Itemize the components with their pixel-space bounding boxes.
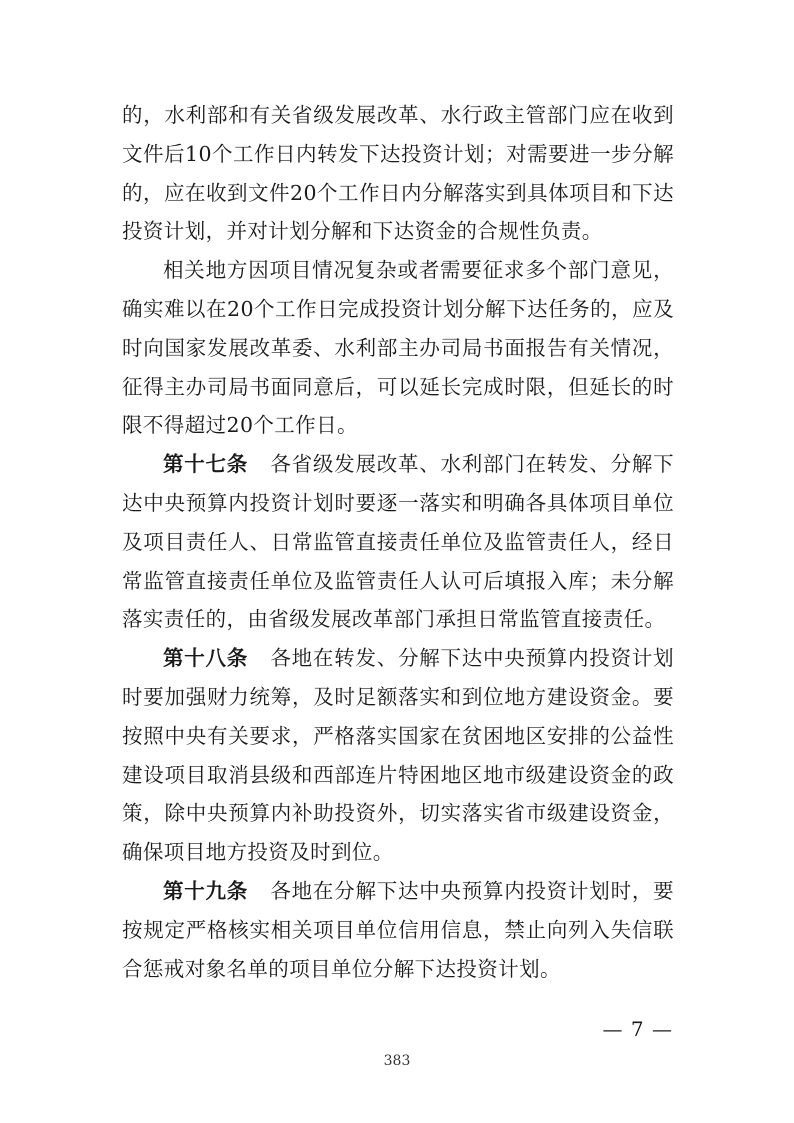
article-heading: 第十九条 xyxy=(163,878,249,903)
paragraph-text: 的，水利部和有关省级发展改革、水行政主管部门应在收到文件后10个工作日内转发下达投资计划；对需要进一步分解的，应在收到文件20个工作日内分解落实到具体项目和下达投资计划，并对计划分解和下达资金的合规性负责。 xyxy=(122,103,674,244)
article-heading: 第十八条 xyxy=(163,646,249,671)
paragraph-continuation xyxy=(122,96,674,251)
article-17 xyxy=(122,445,674,639)
article-text: 各地在分解下达中央预算内投资计划时，要按规定严格核实相关项目单位信用信息，禁止向列入失信联合惩戒对象名单的项目单位分解下达投资计划。 xyxy=(122,878,674,981)
article-text: 各省级发展改革、水利部门在转发、分解下达中央预算内投资计划时要逐一落实和明确各具体项目单位及项目责任人、日常监管直接责任单位及监管责任人，经日常监管直接责任单位及监管责任人认可后填报入库；未分解落实责任的，由省级发展改革部门承担日常监管直接责任。 xyxy=(122,452,674,632)
page-number: — 7 — xyxy=(602,1017,673,1041)
paragraph-extension-rule xyxy=(122,251,674,445)
paragraph-text: 相关地方因项目情况复杂或者需要征求多个部门意见，确实难以在20个工作日完成投资计划分解下达任务的，应及时向国家发展改革委、水利部主办司局书面报告有关情况，征得主办司局书面同意后，可以延长完成时限，但延长的时限不得超过20个工作日。 xyxy=(122,258,674,438)
document-body xyxy=(122,96,674,988)
article-heading: 第十七条 xyxy=(163,452,249,477)
article-text: 各地在转发、分解下达中央预算内投资计划时要加强财力统筹，及时足额落实和到位地方建设资金。要按照中央有关要求，严格落实国家在贫困地区安排的公益性建设项目取消县级和西部连片特困地区地市级建设资金的政策，除中央预算内补助投资外，切实落实省市级建设资金，确保项目地方投资及时到位。 xyxy=(122,646,674,865)
article-19 xyxy=(122,872,674,988)
article-18 xyxy=(122,639,674,872)
archive-page-number: 383 xyxy=(383,1053,411,1069)
